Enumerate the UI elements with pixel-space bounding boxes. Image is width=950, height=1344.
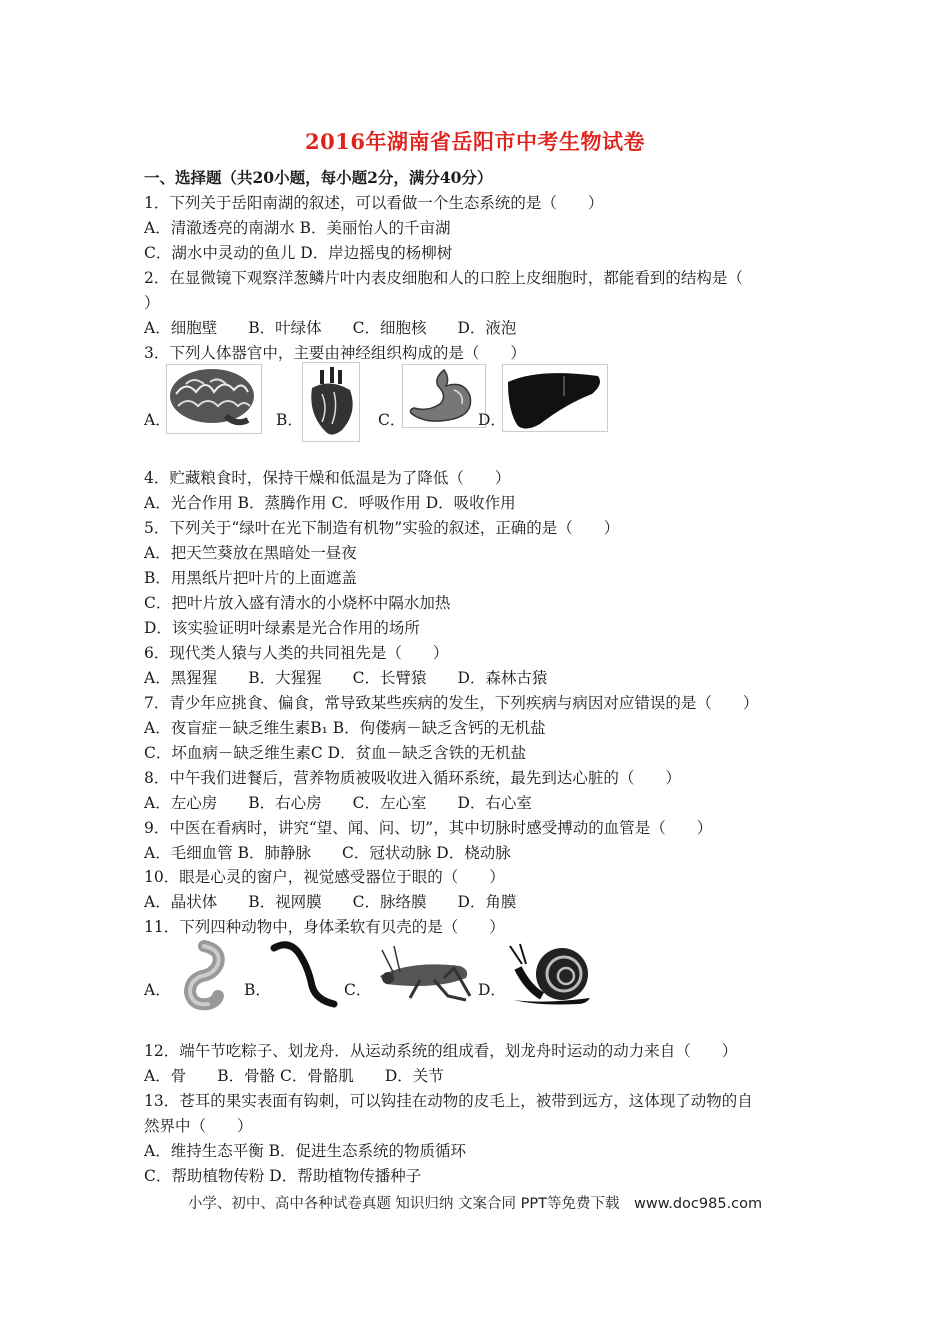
q9-stem: 9．中医在看病时，讲究“望、闻、问、切”，其中切脉时感受搏动的血管是（ ） xyxy=(144,819,713,837)
q11-option-c-label: C． xyxy=(344,981,372,999)
snail-icon xyxy=(504,938,600,1008)
q11-option-a-label: A． xyxy=(144,981,171,999)
q2-stem-cont: ） xyxy=(144,294,160,312)
q6-options: A．黑猩猩 B．大猩猩 C．长臂猿 D．森林古猿 xyxy=(144,669,548,687)
q1-stem: 1．下列关于岳阳南湖的叙述，可以看做一个生态系统的是（ ） xyxy=(144,194,604,212)
page-title: 2016年湖南省岳阳市中考生物试卷 xyxy=(305,129,645,154)
grasshopper-icon xyxy=(370,940,480,1004)
q7-stem: 7．青少年应挑食、偏食，常导致某些疾病的发生，下列疾病与病因对应错误的是（ ） xyxy=(144,694,759,712)
q10-stem: 10．眼是心灵的窗户，视觉感受器位于眼的（ ） xyxy=(144,868,505,886)
brain-icon xyxy=(166,364,262,434)
q7-options-ab: A．夜盲症－缺乏维生素B₁ B．佝偻病－缺乏含钙的无机盐 xyxy=(144,719,546,737)
q12-options: A．骨 B．骨骼 C．骨骼肌 D．关节 xyxy=(144,1067,444,1085)
liver-icon xyxy=(502,364,608,432)
q5-option-b: B．用黑纸片把叶片的上面遮盖 xyxy=(144,569,357,587)
q3-image-options xyxy=(144,362,624,434)
heart-icon xyxy=(302,362,360,442)
q5-stem: 5．下列关于“绿叶在光下制造有机物”实验的叙述，正确的是（ ） xyxy=(144,519,620,537)
q13-options-cd: C．帮助植物传粉 D．帮助植物传播种子 xyxy=(144,1167,422,1185)
q5-option-d: D．该实验证明叶绿素是光合作用的场所 xyxy=(144,619,420,637)
q13-options-ab: A．维持生态平衡 B．促进生态系统的物质循环 xyxy=(144,1142,467,1160)
q4-stem: 4．贮藏粮食时，保持干燥和低温是为了降低（ ） xyxy=(144,469,511,487)
earthworm-icon xyxy=(266,936,342,1010)
q5-option-c: C．把叶片放入盛有清水的小烧杯中隔水加热 xyxy=(144,594,451,612)
q3-option-a-label: A． xyxy=(144,411,171,429)
q2-options: A．细胞壁 B．叶绿体 C．细胞核 D．液泡 xyxy=(144,319,517,337)
q3-option-c-label: C． xyxy=(378,411,406,429)
leech-icon xyxy=(174,938,230,1012)
q11-image-options xyxy=(144,936,614,1008)
q2-stem: 2．在显微镜下观察洋葱鳞片叶内表皮细胞和人的口腔上皮细胞时，都能看到的结构是（ xyxy=(144,269,743,287)
q13-stem-cont: 然界中（ ） xyxy=(144,1117,253,1135)
q11-option-d-label: D． xyxy=(478,981,506,999)
q4-options: A．光合作用 B．蒸腾作用 C．呼吸作用 D．吸收作用 xyxy=(144,494,516,512)
q13-stem: 13．苍耳的果实表面有钩刺，可以钩挂在动物的皮毛上，被带到远方，这体现了动物的自 xyxy=(144,1092,753,1110)
q3-option-b-label: B． xyxy=(276,411,303,429)
section-heading: 一、选择题（共20小题，每小题2分，满分40分） xyxy=(144,168,493,187)
q6-stem: 6．现代类人猿与人类的共同祖先是（ ） xyxy=(144,644,449,662)
q1-options-cd: C．湖水中灵动的鱼儿 D．岸边摇曳的杨柳树 xyxy=(144,244,453,262)
q7-options-cd: C．坏血病－缺乏维生素C D．贫血－缺乏含铁的无机盐 xyxy=(144,744,527,762)
q3-stem: 3．下列人体器官中，主要由神经组织构成的是（ ） xyxy=(144,344,526,362)
q8-options: A．左心房 B．右心房 C．左心室 D．右心室 xyxy=(144,794,532,812)
stomach-icon xyxy=(402,364,486,428)
q5-option-a: A．把天竺葵放在黑暗处一昼夜 xyxy=(144,544,357,562)
q3-option-d-label: D． xyxy=(478,411,506,429)
page-footer: 小学、初中、高中各种试卷真题 知识归纳 文案合同 PPT等免费下载 www.doc985.com xyxy=(187,1196,763,1212)
q8-stem: 8．中午我们进餐后，营养物质被吸收进入循环系统，最先到达心脏的（ ） xyxy=(144,769,681,787)
q1-options-ab: A．清澈透亮的南湖水 B．美丽怡人的千亩湖 xyxy=(144,219,451,237)
q9-options: A．毛细血管 B．肺静脉 C．冠状动脉 D．桡动脉 xyxy=(144,844,511,862)
q11-option-b-label: B． xyxy=(244,981,271,999)
q10-options: A．晶状体 B．视网膜 C．脉络膜 D．角膜 xyxy=(144,893,517,911)
q12-stem: 12．端午节吃粽子、划龙舟．从运动系统的组成看，划龙舟时运动的动力来自（ ） xyxy=(144,1042,738,1060)
q11-stem: 11．下列四种动物中，身体柔软有贝壳的是（ ） xyxy=(144,918,505,936)
